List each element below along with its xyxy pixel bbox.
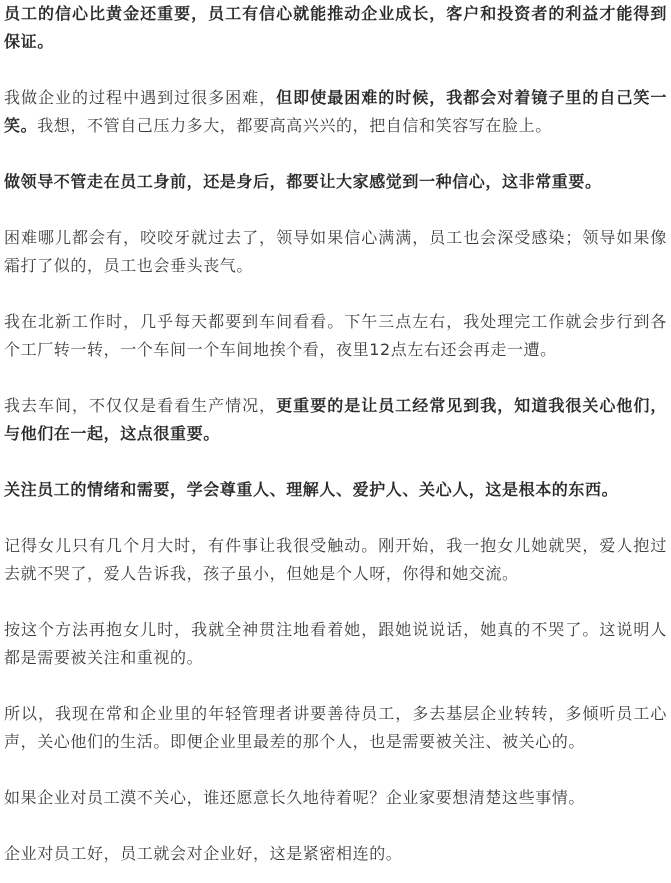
paragraph-1-text: 员工的信心比黄金还重要，员工有信心就能推动企业成长，客户和投资者的利益才能得到保证。 — [4, 4, 667, 51]
paragraph-6 — [4, 392, 667, 448]
paragraph-2-text-b: 但即使最困难的时候，我都会对着镜子里的自己笑一笑。 — [4, 88, 667, 135]
paragraph-spacer — [4, 56, 667, 84]
paragraph-11 — [4, 784, 667, 812]
paragraph-7-text: 关注员工的情绪和需要，学会尊重人、理解人、爱护人、关心人，这是根本的东西。 — [4, 480, 619, 499]
paragraph-3-text: 做领导不管走在员工身前，还是身后，都要让大家感觉到一种信心，这非常重要。 — [4, 172, 602, 191]
paragraph-11-text: 如果企业对员工漠不关心，谁还愿意长久地待着呢？企业家要想清楚这些事情。 — [4, 788, 586, 807]
paragraph-10 — [4, 700, 667, 756]
paragraph-6-text-b: 更重要的是让员工经常见到我，知道我很关心他们，与他们在一起，这点很重要。 — [4, 396, 667, 443]
paragraph-2-text-c: 我想，不管自己压力多大，都要高高兴兴的，把自信和笑容写在脸上。 — [37, 116, 552, 135]
paragraph-4 — [4, 224, 667, 280]
paragraph-5 — [4, 308, 667, 364]
paragraph-spacer — [4, 672, 667, 700]
paragraph-7 — [4, 476, 667, 504]
paragraph-spacer — [4, 588, 667, 616]
paragraph-spacer — [4, 140, 667, 168]
paragraph-spacer — [4, 280, 667, 308]
paragraph-spacer — [4, 364, 667, 392]
paragraph-spacer — [4, 504, 667, 532]
paragraph-8-text: 记得女儿只有几个月大时，有件事让我很受触动。刚开始，我一抱女儿她就哭，爱人抱过去就不哭了，爱人告诉我，孩子虽小，但她是个人呀，你得和她交流。 — [4, 536, 667, 583]
paragraph-9 — [4, 616, 667, 672]
paragraph-spacer — [4, 756, 667, 784]
paragraph-8 — [4, 532, 667, 588]
paragraph-spacer — [4, 448, 667, 476]
paragraph-5-text: 我在北新工作时，几乎每天都要到车间看看。下午三点左右，我处理完工作就会步行到各个工厂转一转，一个车间一个车间地挨个看，夜里12点左右还会再走一遭。 — [4, 312, 667, 359]
paragraph-6-text-a: 我去车间，不仅仅是看看生产情况， — [4, 396, 277, 415]
paragraph-10-text: 所以，我现在常和企业里的年轻管理者讲要善待员工，多去基层企业转转，多倾听员工心声，关心他们的生活。即便企业里最差的那个人，也是需要被关注、被关心的。 — [4, 704, 667, 751]
paragraph-3 — [4, 168, 667, 196]
paragraph-2 — [4, 84, 667, 140]
paragraph-spacer — [4, 812, 667, 840]
paragraph-12-text: 企业对员工好，员工就会对企业好，这是紧密相连的。 — [4, 844, 403, 863]
paragraph-1 — [4, 0, 667, 56]
paragraph-12 — [4, 840, 667, 868]
paragraph-spacer — [4, 196, 667, 224]
paragraph-4-text: 困难哪儿都会有，咬咬牙就过去了，领导如果信心满满，员工也会深受感染；领导如果像霜打了似的，员工也会垂头丧气。 — [4, 228, 667, 275]
paragraph-2-text-a: 我做企业的过程中遇到过很多困难， — [4, 88, 277, 107]
paragraph-9-text: 按这个方法再抱女儿时，我就全神贯注地看着她，跟她说说话，她真的不哭了。这说明人都是需要被关注和重视的。 — [4, 620, 667, 667]
